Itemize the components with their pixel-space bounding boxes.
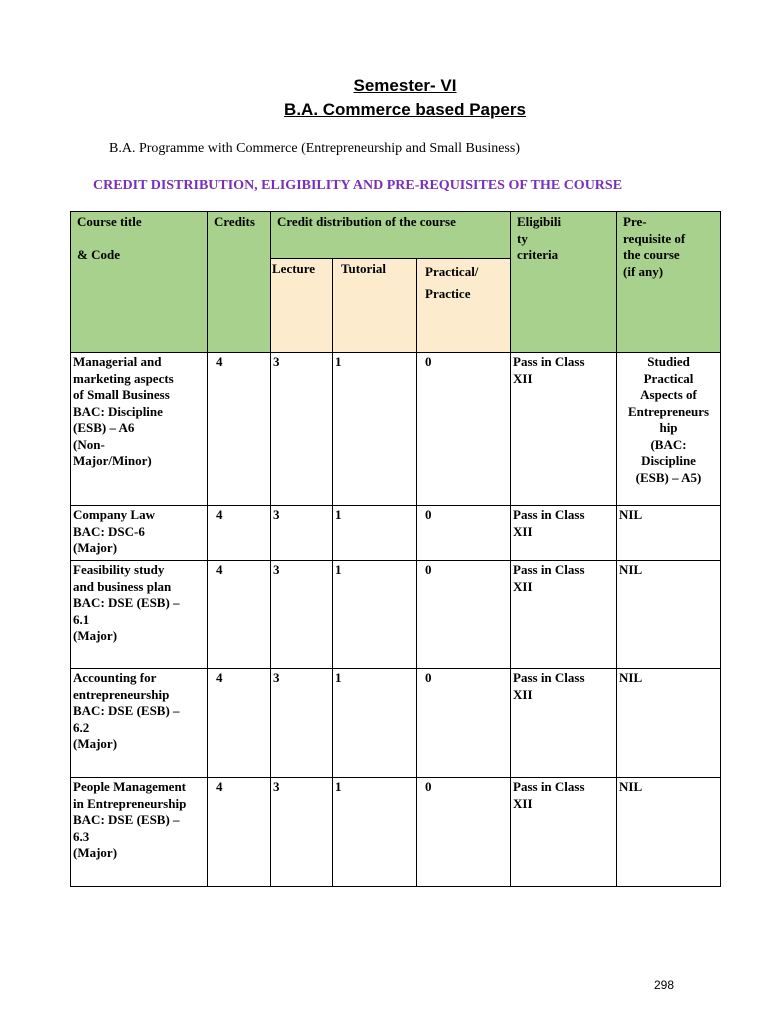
tutorial-cell: 1 — [333, 669, 417, 778]
header-credits: Credits — [208, 212, 271, 353]
eligibility-cell: Pass in Class XII — [511, 778, 617, 887]
table-row — [71, 506, 721, 561]
tutorial-cell: 1 — [333, 778, 417, 887]
header-credit-distribution: Credit distribution of the course — [271, 212, 511, 259]
course-title-cell: Feasibility study and business plan BAC: DSE (ESB) – 6.1 (Major) — [71, 561, 208, 669]
eligibility-cell: Pass in Class XII — [511, 506, 617, 561]
programme-line: B.A. Programme with Commerce (Entrepreneurship and Small Business) — [109, 141, 520, 156]
header-prerequisite: Pre- requisite of the course (if any) — [617, 212, 721, 353]
header-practical: Practical/ Practice — [417, 259, 511, 353]
credit-distribution-heading: CREDIT DISTRIBUTION, ELIGIBILITY AND PRE-REQUISITES OF THE COURSE — [93, 178, 623, 193]
lecture-cell: 3 — [271, 353, 333, 506]
table-row — [71, 561, 721, 669]
prerequisite-cell: NIL — [617, 506, 721, 561]
tutorial-cell: 1 — [333, 353, 417, 506]
lecture-cell: 3 — [271, 778, 333, 887]
course-title-cell: Company Law BAC: DSC-6 (Major) — [71, 506, 208, 561]
practical-cell: 0 — [417, 506, 511, 561]
page-number: 298 — [654, 978, 675, 992]
prerequisite-cell: Studied Practical Aspects of Entrepreneurs hip (BAC: Discipline (ESB) – A5) — [617, 353, 721, 506]
lecture-cell: 3 — [271, 669, 333, 778]
lecture-cell: 3 — [271, 561, 333, 669]
table-row — [71, 669, 721, 778]
header-lecture: Lecture — [271, 259, 333, 353]
prerequisite-cell: NIL — [617, 778, 721, 887]
prerequisite-cell: NIL — [617, 561, 721, 669]
course-table — [70, 211, 721, 887]
table-row — [71, 778, 721, 887]
header-course-title: Course title & Code — [71, 212, 208, 353]
practical-cell: 0 — [417, 669, 511, 778]
papers-title: B.A. Commerce based Papers — [284, 100, 526, 119]
tutorial-cell: 1 — [333, 506, 417, 561]
tutorial-cell: 1 — [333, 561, 417, 669]
credits-cell: 4 — [208, 506, 271, 561]
eligibility-cell: Pass in Class XII — [511, 353, 617, 506]
practical-cell: 0 — [417, 353, 511, 506]
credits-cell: 4 — [208, 669, 271, 778]
course-title-cell: People Management in Entrepreneurship BAC: DSE (ESB) – 6.3 (Major) — [71, 778, 208, 887]
lecture-cell: 3 — [271, 506, 333, 561]
header-eligibility: Eligibili ty criteria — [511, 212, 617, 353]
eligibility-cell: Pass in Class XII — [511, 561, 617, 669]
practical-cell: 0 — [417, 561, 511, 669]
header-tutorial: Tutorial — [333, 259, 417, 353]
table-row — [71, 353, 721, 506]
credits-cell: 4 — [208, 561, 271, 669]
course-title-cell: Managerial and marketing aspects of Small Business BAC: Discipline (ESB) – A6 (Non- Major/Minor) — [71, 353, 208, 506]
prerequisite-cell: NIL — [617, 669, 721, 778]
eligibility-cell: Pass in Class XII — [511, 669, 617, 778]
practical-cell: 0 — [417, 778, 511, 887]
credits-cell: 4 — [208, 778, 271, 887]
course-title-cell: Accounting for entrepreneurship BAC: DSE (ESB) – 6.2 (Major) — [71, 669, 208, 778]
semester-title: Semester- VI — [353, 76, 457, 95]
credits-cell: 4 — [208, 353, 271, 506]
